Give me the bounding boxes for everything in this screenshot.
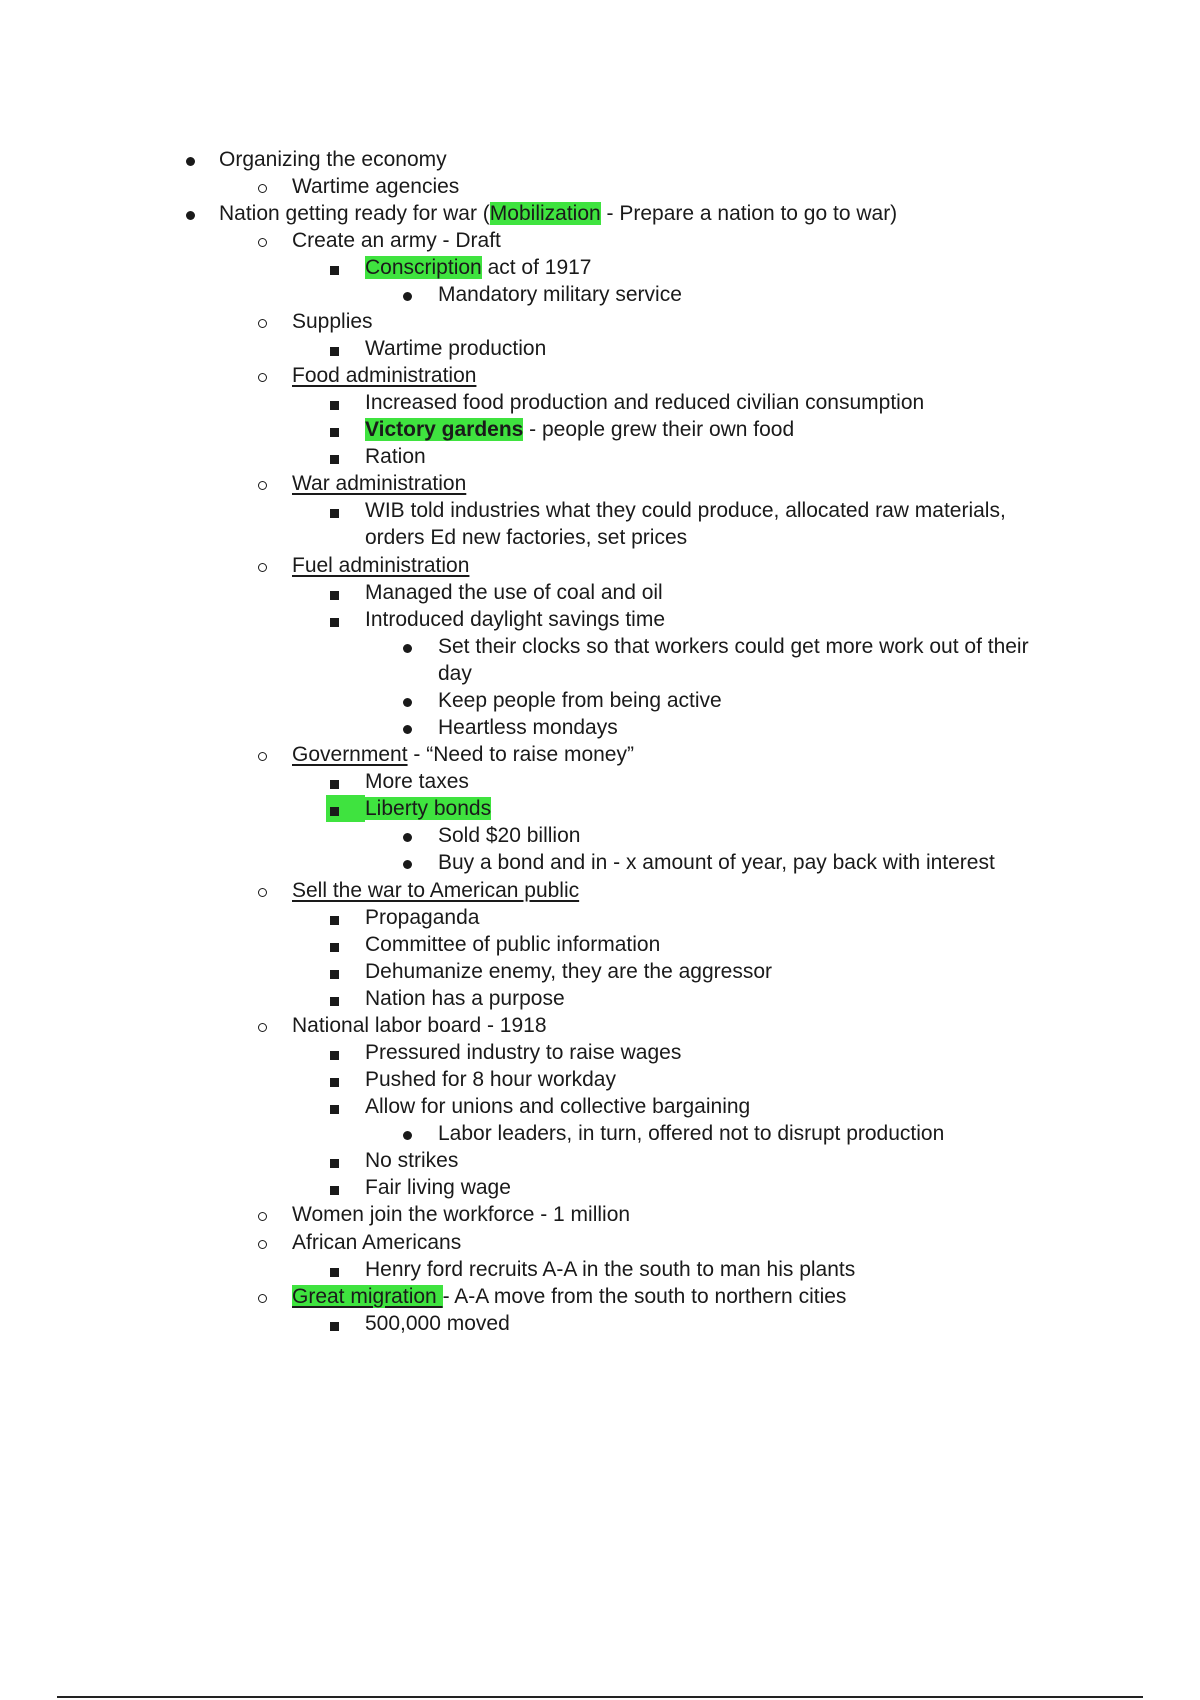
square-bullet-icon — [329, 335, 353, 362]
list-item: Conscription act of 1917 — [365, 254, 591, 281]
square-bullet-icon — [329, 1174, 353, 1201]
circle-bullet-icon — [258, 362, 282, 389]
list-item: Pushed for 8 hour workday — [365, 1066, 616, 1093]
list-item: Set their clocks so that workers could get more work out of their — [438, 633, 1029, 660]
circle-bullet-icon — [258, 227, 282, 254]
disc-bullet-icon — [403, 281, 427, 308]
square-bullet-icon — [329, 1310, 353, 1337]
list-item: Labor leaders, in turn, offered not to disrupt production — [438, 1120, 944, 1147]
list-item: Allow for unions and collective bargaining — [365, 1093, 750, 1120]
list-item: Nation getting ready for war (Mobilization - Prepare a nation to go to war) — [219, 200, 897, 227]
square-bullet-icon — [329, 985, 353, 1012]
list-item: Sold $20 billion — [438, 822, 580, 849]
square-bullet-icon — [329, 579, 353, 606]
circle-bullet-icon — [258, 877, 282, 904]
list-item: Introduced daylight savings time — [365, 606, 665, 633]
square-bullet-icon — [329, 443, 353, 470]
circle-bullet-icon — [258, 470, 282, 497]
list-item: Dehumanize enemy, they are the aggressor — [365, 958, 772, 985]
square-bullet-icon — [329, 1093, 353, 1120]
footer-rule — [57, 1696, 1143, 1698]
list-item: Henry ford recruits A-A in the south to man his plants — [365, 1256, 855, 1283]
list-item: More taxes — [365, 768, 469, 795]
list-item: Great migration - A-A move from the south to northern cities — [292, 1283, 846, 1310]
list-item: Propaganda — [365, 904, 479, 931]
list-item: Food administration — [292, 362, 476, 389]
highlighted-term: Victory gardens — [365, 418, 524, 441]
list-item: Government - “Need to raise money” — [292, 741, 634, 768]
circle-bullet-icon — [258, 1012, 282, 1039]
square-bullet-icon — [329, 958, 353, 985]
list-item: Increased food production and reduced civilian consumption — [365, 389, 924, 416]
list-item-continuation: orders Ed new factories, set prices — [365, 526, 688, 549]
disc-bullet-icon — [403, 714, 427, 741]
circle-bullet-icon — [258, 552, 282, 579]
list-item: Wartime production — [365, 335, 546, 362]
square-bullet-icon — [329, 254, 353, 281]
highlighted-term: Liberty bonds — [365, 797, 492, 820]
circle-bullet-icon — [258, 741, 282, 768]
square-bullet-icon — [329, 1256, 353, 1283]
list-item: Fuel administration — [292, 552, 469, 579]
square-bullet-icon — [329, 795, 353, 822]
list-item: Supplies — [292, 308, 373, 335]
circle-bullet-icon — [258, 308, 282, 335]
list-item: Buy a bond and in - x amount of year, pay back with interest — [438, 849, 995, 876]
square-bullet-icon — [329, 1039, 353, 1066]
list-item: No strikes — [365, 1147, 458, 1174]
square-bullet-icon — [329, 1147, 353, 1174]
list-item: National labor board - 1918 — [292, 1012, 547, 1039]
list-item: Ration — [365, 443, 426, 470]
list-item: Fair living wage — [365, 1174, 511, 1201]
list-item: Women join the workforce - 1 million — [292, 1201, 630, 1228]
disc-bullet-icon — [403, 687, 427, 714]
square-bullet-icon — [329, 389, 353, 416]
list-item: War administration — [292, 470, 466, 497]
highlighted-term: Great migration — [292, 1285, 443, 1308]
circle-bullet-icon — [258, 173, 282, 200]
list-item: Committee of public information — [365, 931, 660, 958]
circle-bullet-icon — [258, 1201, 282, 1228]
list-item: African Americans — [292, 1229, 461, 1256]
list-item: Nation has a purpose — [365, 985, 565, 1012]
list-item: Create an army - Draft — [292, 227, 501, 254]
highlighted-term: Conscription — [365, 256, 482, 279]
list-item: Sell the war to American public — [292, 877, 579, 904]
list-item: 500,000 moved — [365, 1310, 510, 1337]
list-item: Wartime agencies — [292, 173, 459, 200]
list-item: WIB told industries what they could produce, allocated raw materials, — [365, 497, 1006, 524]
square-bullet-icon — [329, 931, 353, 958]
list-item: Pressured industry to raise wages — [365, 1039, 681, 1066]
list-item: Mandatory military service — [438, 281, 682, 308]
highlighted-term: Mobilization — [489, 202, 601, 225]
square-bullet-icon — [329, 1066, 353, 1093]
list-item: Victory gardens - people grew their own food — [365, 416, 794, 443]
disc-bullet-icon — [186, 200, 210, 227]
circle-bullet-icon — [258, 1283, 282, 1310]
square-bullet-icon — [329, 416, 353, 443]
circle-bullet-icon — [258, 1229, 282, 1256]
square-bullet-icon — [329, 904, 353, 931]
square-bullet-icon — [329, 768, 353, 795]
square-bullet-icon — [329, 497, 353, 524]
disc-bullet-icon — [186, 146, 210, 173]
square-bullet-icon — [329, 606, 353, 633]
disc-bullet-icon — [403, 822, 427, 849]
disc-bullet-icon — [403, 849, 427, 876]
list-item-continuation: day — [438, 662, 472, 685]
list-item: Managed the use of coal and oil — [365, 579, 663, 606]
list-item — [365, 795, 491, 822]
disc-bullet-icon — [403, 1120, 427, 1147]
list-item: Keep people from being active — [438, 687, 722, 714]
list-item: Heartless mondays — [438, 714, 618, 741]
disc-bullet-icon — [403, 633, 427, 660]
list-item: Organizing the economy — [219, 146, 447, 173]
